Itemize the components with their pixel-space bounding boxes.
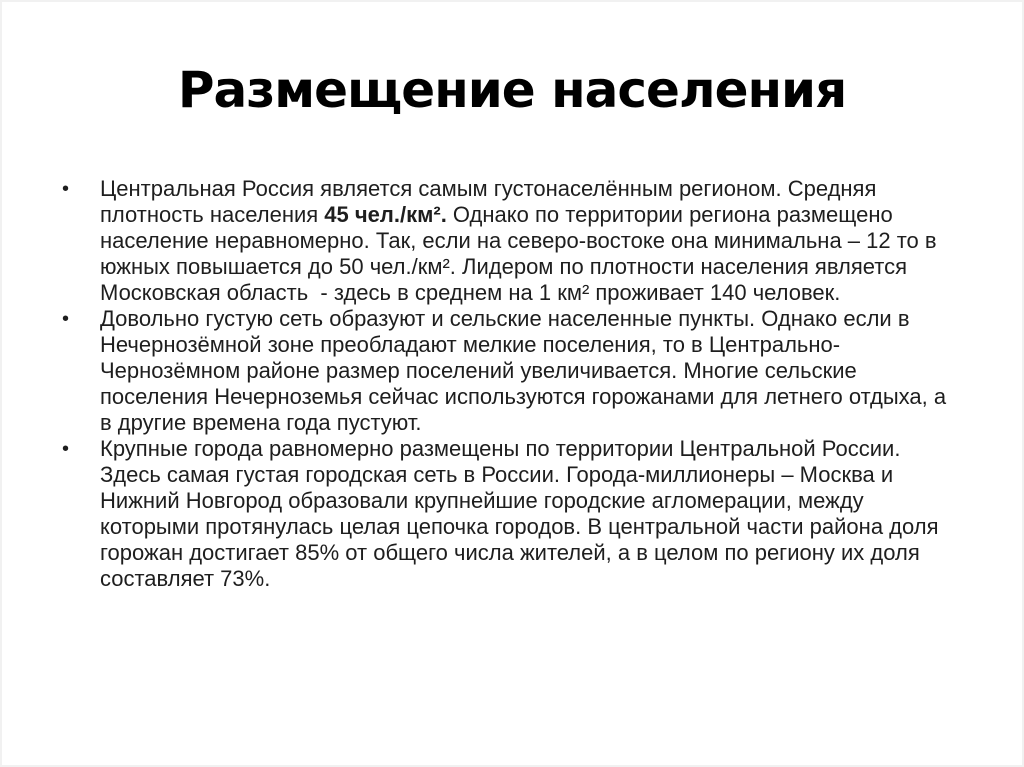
bullet-text-run: Центральная Россия является самым густонаселённым регионом. Средняя плотность населения xyxy=(100,176,883,227)
bullet-marker: • xyxy=(62,178,70,200)
bullet-item xyxy=(62,306,966,436)
bullet-marker: • xyxy=(62,438,70,460)
bullet-text xyxy=(100,436,962,592)
bullet-text-run: Крупные города равномерно размещены по территории Центральной России. Здесь самая густая городская сеть в России. Города-миллионеры – Москва и Нижний Новгород образовали крупнейшие городские агломерации, между которыми протянулась целая цепочка городов. В центральной части района доля горожан достигает 85% от общего числа жителей, а в целом по региону их доля составляет 73%. xyxy=(100,436,945,591)
slide-title: Размещение населения xyxy=(177,61,847,119)
bullet-text-run: Довольно густую сеть образуют и сельские населенные пункты. Однако если в Нечернозёмной зоне преобладают мелкие поселения, то в Центрально-Чернозёмном районе размер поселений увеличивается. Многие сельские поселения Нечерноземья сейчас используются горожанами для летнего отдыха, а в другие времена года пустуют. xyxy=(100,306,953,435)
bullet-marker: • xyxy=(62,308,70,330)
bullet-text xyxy=(100,176,962,306)
bullet-text-run: Однако по территории региона размещено население неравномерно. Так, если на северо-востоке она минимальна – 12 то в южных повышается до 50 чел./км². Лидером по плотности населения является Московская область - здесь в среднем на 1 км² проживает 140 человек. xyxy=(100,202,943,305)
bullet-text xyxy=(100,306,962,436)
bullet-item xyxy=(62,176,966,306)
bullet-item xyxy=(62,436,966,592)
bullet-list xyxy=(0,176,1024,592)
bullet-text-bold-run: 45 чел./км². xyxy=(324,202,447,227)
